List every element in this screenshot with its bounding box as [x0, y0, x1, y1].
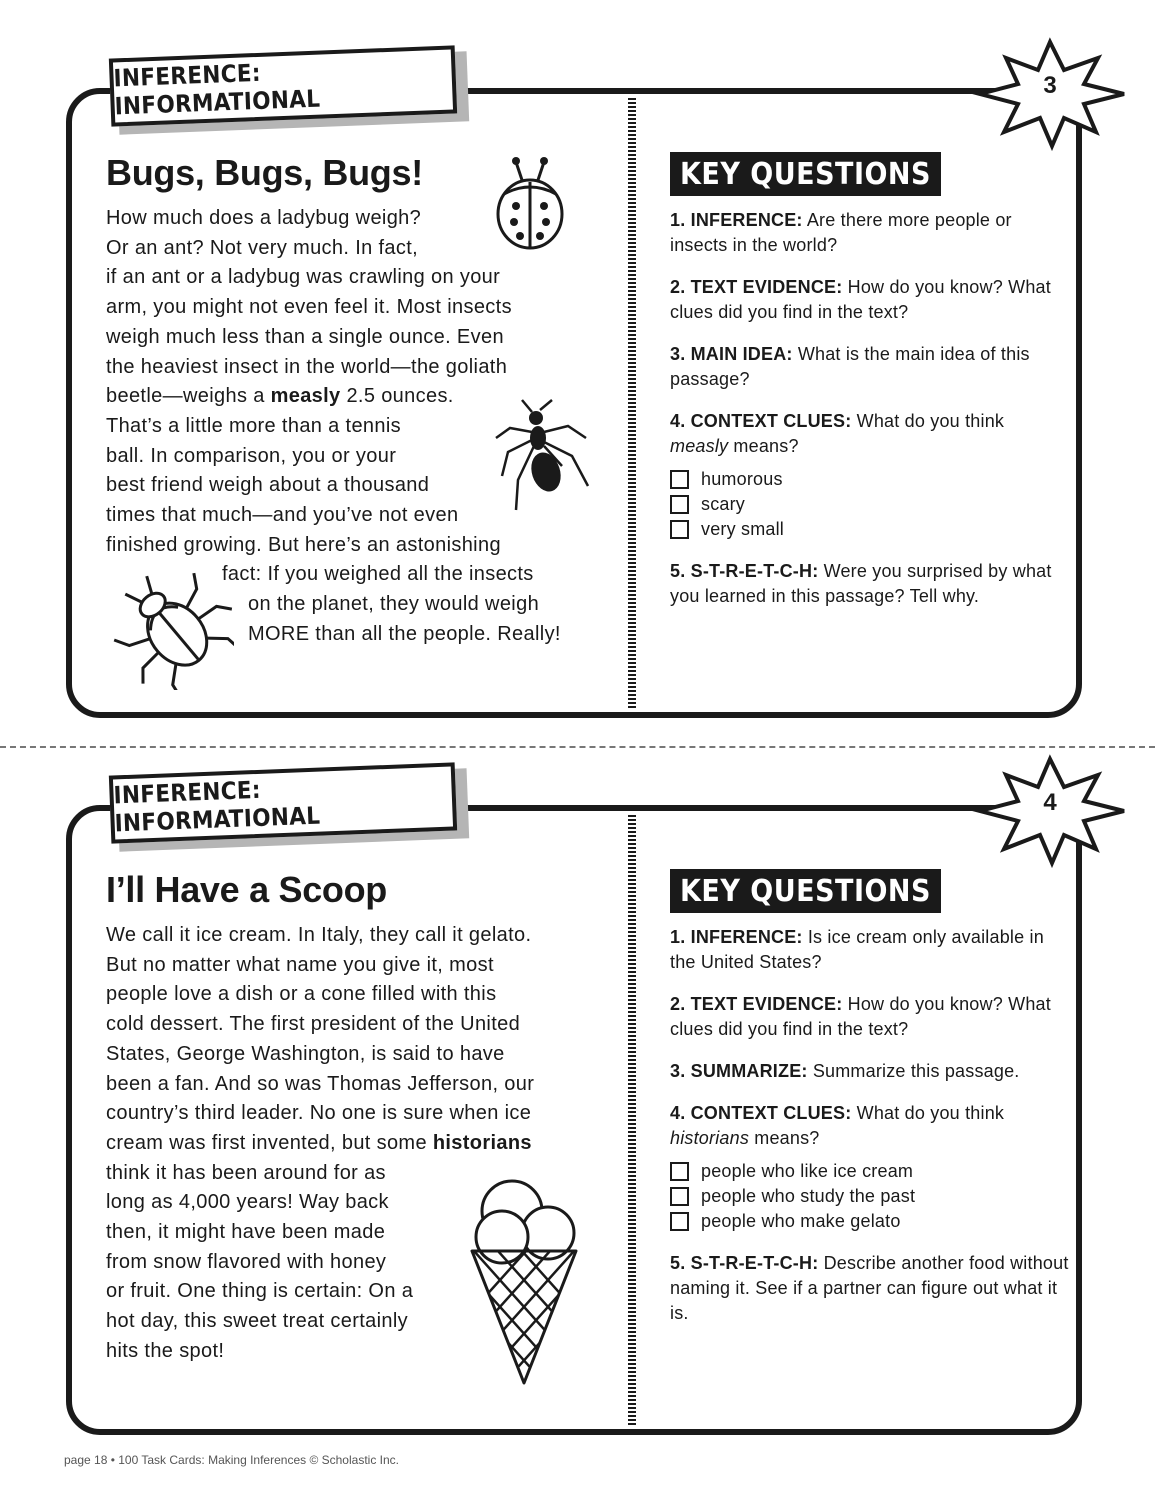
passage-line: hot day, this sweet treat certainly	[106, 1310, 409, 1333]
category-tag	[109, 762, 457, 843]
vocabulary-word: historians	[432, 1131, 532, 1154]
key-question-2	[670, 992, 1070, 1042]
category-label: INFERENCE: INFORMATIONAL	[113, 775, 321, 838]
task-card-3	[0, 0, 1155, 740]
passage-line: But no matter what name you give it, most	[106, 953, 494, 976]
key-question-4	[670, 409, 1070, 459]
passage-line: if an ant or a ladybug was crawling on your	[106, 266, 501, 289]
passage-line: long as 4,000 years! Way back	[106, 1191, 389, 1214]
option-label: scary	[701, 494, 746, 514]
passage-line: the heaviest insect in the world—the goliath	[106, 355, 508, 378]
question-label: 4. CONTEXT CLUES:	[670, 1103, 852, 1123]
question-text: What do you think	[856, 411, 1005, 431]
passage-text	[106, 921, 616, 1367]
question-label: 3. SUMMARIZE:	[670, 1061, 808, 1081]
question-label: 1. INFERENCE:	[670, 210, 803, 230]
question-text: Were you surprised by what you learned in this passage? Tell why.	[670, 561, 1052, 606]
key-question-1	[670, 925, 1070, 975]
passage-text-run: beetle—weighs a	[106, 385, 271, 408]
category-tag	[109, 45, 457, 126]
passage-line: hits the spot!	[106, 1339, 225, 1362]
vocabulary-word: measly	[270, 385, 341, 408]
passage-line: ball. In comparison, you or your	[106, 444, 397, 467]
option-label: humorous	[701, 469, 783, 489]
passage-line: Or an ant? Not very much. In fact,	[106, 236, 419, 259]
checkbox[interactable]	[670, 520, 689, 539]
answer-option[interactable]	[670, 1184, 1070, 1209]
question-label: 1. INFERENCE:	[670, 927, 803, 947]
question-label: 5. S-T-R-E-T-C-H:	[670, 1253, 819, 1273]
passage-line: times that much—and you’ve not even	[106, 504, 459, 527]
question-label: 5. S-T-R-E-T-C-H:	[670, 561, 819, 581]
passage-line: people love a dish or a cone filled with this	[106, 983, 497, 1006]
question-text: What is the main idea of this passage?	[670, 344, 1030, 389]
question-text: What do you think	[856, 1103, 1005, 1123]
passage-line: think it has been around for as	[106, 1161, 386, 1184]
passage-line	[106, 382, 616, 412]
question-text: Describe another food without naming it. See if a partner can figure out what it is.	[670, 1253, 1069, 1323]
question-label: 2. TEXT EVIDENCE:	[670, 994, 843, 1014]
answer-option[interactable]	[670, 1209, 1070, 1234]
checkbox[interactable]	[670, 495, 689, 514]
answer-option[interactable]	[670, 492, 1070, 517]
passage-line: from snow flavored with honey	[106, 1250, 387, 1273]
answer-option[interactable]	[670, 517, 1070, 542]
passage-text-run: 2.5 ounces.	[340, 385, 454, 408]
card-number: 3	[1043, 72, 1057, 99]
page-footer: page 18 • 100 Task Cards: Making Inferences © Scholastic Inc.	[64, 1453, 399, 1467]
question-text: Summarize this passage.	[812, 1061, 1020, 1081]
question-label: 4. CONTEXT CLUES:	[670, 411, 852, 431]
checkbox[interactable]	[670, 1212, 689, 1231]
option-label: people who study the past	[701, 1186, 916, 1206]
question-text: Is ice cream only available in the United States?	[670, 927, 1044, 972]
question-text: Are there more people or insects in the world?	[670, 210, 1012, 255]
option-label: people who like ice cream	[701, 1161, 914, 1181]
question-label: 3. MAIN IDEA:	[670, 344, 793, 364]
key-question-3	[670, 342, 1070, 392]
column-divider	[628, 815, 636, 1427]
checkbox[interactable]	[670, 1162, 689, 1181]
passage-text-run: cream was first invented, but some	[106, 1131, 433, 1154]
passage-title: Bugs, Bugs, Bugs!	[106, 152, 423, 193]
answer-options	[670, 1159, 1070, 1234]
key-question-2	[670, 275, 1070, 325]
question-label: 2. TEXT EVIDENCE:	[670, 277, 843, 297]
question-text: How do you know? What clues did you find in the text?	[670, 277, 1051, 322]
passage-line: We call it ice cream. In Italy, they call it gelato.	[106, 924, 532, 946]
passage-line: States, George Washington, is said to have	[106, 1042, 505, 1065]
question-text: How do you know? What clues did you find in the text?	[670, 994, 1051, 1039]
key-question-1	[670, 208, 1070, 258]
category-label: INFERENCE: INFORMATIONAL	[113, 58, 321, 121]
checkbox[interactable]	[670, 470, 689, 489]
question-list	[670, 925, 1070, 1343]
passage-line: cold dessert. The first president of the United	[106, 1013, 521, 1036]
vocabulary-term: historians	[670, 1128, 750, 1148]
option-label: people who make gelato	[701, 1211, 901, 1231]
key-question-3	[670, 1059, 1070, 1084]
column-divider	[628, 98, 636, 710]
passage-line: on the planet, they would weigh	[248, 593, 540, 616]
vocabulary-term: measly	[670, 436, 729, 456]
answer-option[interactable]	[670, 467, 1070, 492]
passage-line: finished growing. But here’s an astonishing	[106, 533, 501, 556]
passage-line: That’s a little more than a tennis	[106, 414, 402, 437]
task-card-4	[0, 717, 1155, 1457]
question-list	[670, 208, 1070, 626]
passage-line: MORE than all the people. Really!	[248, 622, 561, 645]
question-text: means?	[733, 436, 799, 456]
key-question-5	[670, 559, 1070, 609]
passage-line: arm, you might not even feel it. Most insects	[106, 296, 512, 319]
key-question-5	[670, 1251, 1070, 1326]
passage-text	[106, 204, 616, 650]
answer-option[interactable]	[670, 1159, 1070, 1184]
passage-line	[106, 1129, 616, 1159]
passage-line: How much does a ladybug weigh?	[106, 207, 422, 229]
passage-line: or fruit. One thing is certain: On a	[106, 1280, 414, 1303]
passage-line: best friend weigh about a thousand	[106, 474, 430, 497]
question-text: means?	[754, 1128, 820, 1148]
passage-line: been a fan. And so was Thomas Jefferson, our	[106, 1072, 535, 1095]
passage-title: I’ll Have a Scoop	[106, 869, 388, 910]
passage-line: country’s third leader. No one is sure when ice	[106, 1102, 532, 1125]
answer-options	[670, 467, 1070, 542]
passage-line: then, it might have been made	[106, 1221, 386, 1244]
checkbox[interactable]	[670, 1187, 689, 1206]
key-questions-heading: KEY QUESTIONS	[670, 869, 941, 913]
passage-line: fact: If you weighed all the insects	[222, 563, 534, 586]
option-label: very small	[701, 519, 785, 539]
passage-line: weigh much less than a single ounce. Even	[106, 325, 504, 348]
key-question-4	[670, 1101, 1070, 1151]
card-number: 4	[1043, 789, 1057, 816]
key-questions-heading: KEY QUESTIONS	[670, 152, 941, 196]
